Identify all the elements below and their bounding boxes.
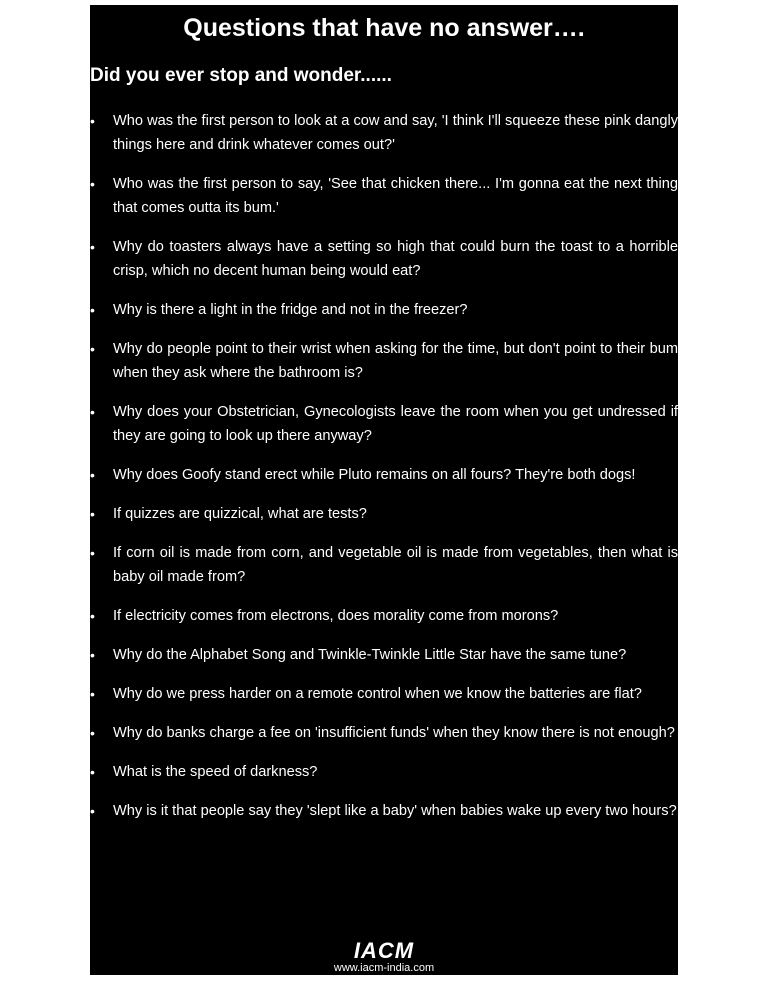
list-item (90, 604, 678, 628)
question-list (90, 109, 678, 838)
question-text: Why do we press harder on a remote control when we know the batteries are flat? (113, 686, 642, 702)
bullet-icon: • (90, 686, 95, 702)
bullet-icon: • (90, 506, 95, 522)
bullet-icon: • (90, 404, 95, 420)
question-text: If electricity comes from electrons, does morality come from morons? (113, 608, 559, 624)
bullet-icon: • (90, 467, 95, 483)
bullet-icon: • (90, 176, 95, 192)
list-item (90, 109, 678, 157)
question-text: Why is there a light in the fridge and not in the freezer? (113, 302, 468, 318)
list-item (90, 400, 678, 448)
bullet-icon: • (90, 764, 95, 780)
question-text: Why do banks charge a fee on 'insufficient funds' when they know there is not enough? (113, 725, 675, 741)
bullet-icon: • (90, 113, 95, 129)
list-item (90, 235, 678, 283)
question-text: Who was the first person to say, 'See that chicken there... I'm gonna eat the next thing that comes outta its bum.' (113, 176, 678, 216)
list-item (90, 337, 678, 385)
iacm-logo: IACM (353, 938, 415, 963)
question-text: If corn oil is made from corn, and vegetable oil is made from vegetables, then what is baby oil made from? (113, 545, 678, 585)
list-item (90, 799, 678, 823)
list-item (90, 172, 678, 220)
list-item (90, 760, 678, 784)
section-heading: Did you ever stop and wonder...... (90, 65, 392, 86)
bullet-icon: • (90, 239, 95, 255)
document-panel (90, 5, 678, 975)
bullet-icon: • (90, 302, 95, 318)
list-item (90, 721, 678, 745)
footer-url[interactable]: www.iacm-india.com (333, 962, 435, 974)
question-text: Why does your Obstetrician, Gynecologists leave the room when you get undressed if they are going to look up there anyway? (113, 404, 678, 444)
bullet-icon: • (90, 341, 95, 357)
question-text: Who was the first person to look at a cow and say, 'I think I'll squeeze these pink dangly things here and drink whatever comes out?' (113, 113, 678, 153)
question-text: Why does Goofy stand erect while Pluto remains on all fours? They're both dogs! (113, 467, 636, 483)
bullet-icon: • (90, 545, 95, 561)
bullet-icon: • (90, 647, 95, 663)
bullet-icon: • (90, 725, 95, 741)
bullet-icon: • (90, 803, 95, 819)
question-text: If quizzes are quizzical, what are tests? (113, 506, 367, 522)
list-item (90, 682, 678, 706)
list-item (90, 463, 678, 487)
question-text: Why is it that people say they 'slept like a baby' when babies wake up every two hours? (113, 803, 677, 819)
page-title: Questions that have no answer…. (183, 14, 585, 42)
list-item (90, 643, 678, 667)
question-text: Why do toasters always have a setting so high that could burn the toast to a horrible crisp, which no decent human being would eat? (113, 239, 678, 279)
list-item (90, 502, 678, 526)
list-item (90, 541, 678, 589)
question-text: What is the speed of darkness? (113, 764, 318, 780)
question-text: Why do the Alphabet Song and Twinkle-Twinkle Little Star have the same tune? (113, 647, 627, 663)
list-item (90, 298, 678, 322)
bullet-icon: • (90, 608, 95, 624)
question-text: Why do people point to their wrist when asking for the time, but don't point to their bum when they ask where the bathroom is? (113, 341, 678, 381)
